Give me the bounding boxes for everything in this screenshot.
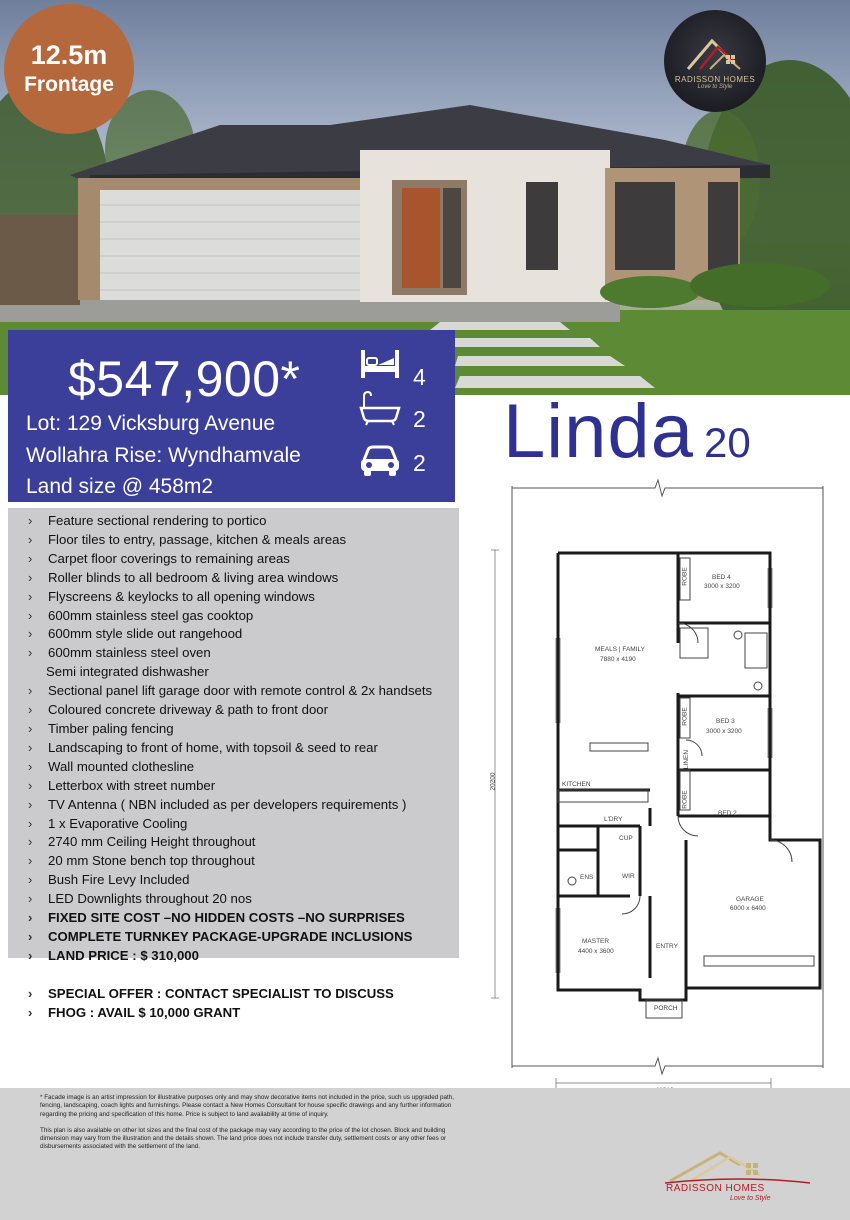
- feature-item: [28, 909, 468, 928]
- room-garage-size: 6000 x 6400: [730, 905, 766, 912]
- price: $547,900*: [68, 351, 301, 407]
- depth-dimension: 20200: [489, 772, 497, 791]
- brand-name: RADISSON HOMES: [674, 74, 756, 84]
- room-bed3-size: 3000 x 3200: [706, 728, 742, 735]
- feature-text: Letterbox with street number: [48, 777, 216, 793]
- feature-item: [28, 890, 468, 909]
- chevron-right-icon: ›: [28, 872, 33, 888]
- room-ens: ENS: [580, 874, 594, 881]
- chevron-right-icon: ›: [28, 626, 33, 642]
- land-size: Land size @ 458m2: [26, 475, 214, 498]
- feature-text: 2740 mm Ceiling Height throughout: [48, 834, 256, 850]
- feature-text: FHOG : AVAIL $ 10,000 GRANT: [48, 1004, 241, 1020]
- frontage-size: 12.5m: [30, 40, 108, 70]
- chevron-right-icon: ›: [28, 739, 33, 755]
- chevron-right-icon: ›: [28, 550, 33, 566]
- chevron-right-icon: ›: [28, 947, 33, 963]
- feature-item: [28, 758, 468, 777]
- chevron-right-icon: ›: [28, 815, 33, 831]
- feature-text: Flyscreens & keylocks to all opening windows: [48, 588, 315, 604]
- room-master: MASTER: [582, 938, 610, 945]
- room-meals-family-size: 7880 x 4190: [600, 656, 636, 663]
- bedroom-count: 4: [413, 364, 426, 390]
- feature-item: [28, 777, 468, 796]
- bed-icon: [358, 346, 402, 382]
- disclaimer-text: [40, 1094, 460, 1152]
- feature-text: TV Antenna ( NBN included as per developers requirements ): [48, 796, 407, 812]
- design-name: Linda: [503, 389, 694, 474]
- bath-icon: [358, 390, 402, 426]
- feature-text: Carpet floor coverings to remaining areas: [48, 550, 290, 566]
- feature-item: [28, 928, 468, 947]
- lot-address: Lot: 129 Vicksburg Avenue: [26, 412, 276, 435]
- room-robe-bed2: ROBE: [681, 790, 689, 809]
- feature-text: 600mm stainless steel gas cooktop: [48, 607, 254, 623]
- room-robe-bed4: ROBE: [681, 567, 689, 586]
- feature-text: Roller blinds to all bedroom & living area windows: [48, 569, 339, 585]
- feature-item: [28, 985, 468, 1004]
- feature-text: Timber paling fencing: [48, 720, 174, 736]
- feature-text: Bush Fire Levy Included: [48, 872, 190, 888]
- feature-item: [28, 569, 468, 588]
- feature-item: [28, 682, 468, 701]
- feature-text: Wall mounted clothesline: [48, 758, 195, 774]
- chevron-right-icon: ›: [28, 607, 33, 623]
- feature-item: [28, 644, 468, 663]
- chevron-right-icon: ›: [28, 588, 33, 604]
- chevron-right-icon: ›: [28, 758, 33, 774]
- garage-count: 2: [413, 450, 426, 476]
- features-list: [28, 512, 468, 1023]
- room-bed3: BED 3: [716, 718, 735, 725]
- room-cup: CUP: [619, 835, 633, 842]
- room-robe-bed3: ROBE: [681, 707, 689, 726]
- room-laundry: L'DRY: [604, 816, 623, 823]
- feature-text: 600mm stainless steel oven: [48, 645, 211, 661]
- feature-item: [28, 815, 468, 834]
- feature-item: [28, 663, 468, 682]
- chevron-right-icon: ›: [28, 702, 33, 718]
- brand-tagline-bottom: Love to Style: [730, 1195, 771, 1202]
- room-meals-family: MEALS | FAMILY: [595, 646, 645, 653]
- chevron-right-icon: ›: [28, 891, 33, 907]
- room-garage: GARAGE: [736, 896, 764, 903]
- chevron-right-icon: ›: [28, 645, 33, 661]
- chevron-right-icon: ›: [28, 853, 33, 869]
- feature-item: [28, 550, 468, 569]
- chevron-right-icon: ›: [28, 796, 33, 812]
- chevron-right-icon: ›: [28, 720, 33, 736]
- feature-item: [28, 512, 468, 531]
- feature-text: 1 x Evaporative Cooling: [48, 815, 188, 831]
- feature-text: LAND PRICE : $ 310,000: [48, 947, 199, 963]
- bathroom-count: 2: [413, 406, 426, 432]
- chevron-right-icon: ›: [28, 683, 33, 699]
- feature-item: [28, 607, 468, 626]
- feature-item: [28, 701, 468, 720]
- feature-text: Landscaping to front of home, with topsoil & seed to rear: [48, 739, 378, 755]
- feature-item: [28, 739, 468, 758]
- room-porch: PORCH: [654, 1005, 678, 1012]
- feature-text: COMPLETE TURNKEY PACKAGE-UPGRADE INCLUSIONS: [48, 928, 413, 944]
- brand-logo-top: [664, 10, 766, 112]
- feature-item: [28, 1004, 468, 1023]
- feature-item: [28, 796, 468, 815]
- chevron-right-icon: ›: [28, 777, 33, 793]
- feature-item: [28, 588, 468, 607]
- chevron-right-icon: ›: [28, 513, 33, 528]
- frontage-badge: [4, 4, 134, 134]
- room-bed4-size: 3000 x 3200: [704, 583, 740, 590]
- room-master-size: 4400 x 3600: [578, 948, 614, 955]
- feature-item: [28, 625, 468, 644]
- feature-item: [28, 947, 468, 966]
- disclaimer-paragraph-2: This plan is also available on other lot sizes and the final cost of the package may vary according to the price of the lot chosen. Block and building dimension may vary from the illustration and the details shown. The land price does not include transfer duty, settlement costs or any other fees or disbursements associated with the settlement of the land.: [40, 1126, 447, 1151]
- room-kitchen: KITCHEN: [562, 781, 591, 788]
- chevron-right-icon: ›: [28, 1004, 33, 1020]
- price-panel: [8, 330, 455, 502]
- feature-item: [28, 720, 468, 739]
- brand-name-bottom: RADISSON HOMES: [666, 1183, 765, 1194]
- room-bed4: BED 4: [712, 574, 731, 581]
- brand-logo-bottom: [660, 1145, 820, 1213]
- car-icon: [358, 442, 402, 478]
- feature-text: 20 mm Stone bench top throughout: [48, 853, 255, 869]
- brand-tagline: Love to Style: [697, 83, 733, 90]
- feature-text: LED Downlights throughout 20 nos: [48, 891, 252, 907]
- feature-text: Coloured concrete driveway & path to front door: [48, 702, 329, 718]
- chevron-right-icon: ›: [28, 569, 33, 585]
- feature-text: Sectional panel lift garage door with remote control & 2x handsets: [48, 683, 433, 699]
- feature-text: Semi integrated dishwasher: [46, 664, 209, 680]
- chevron-right-icon: ›: [28, 985, 33, 1001]
- feature-text: FIXED SITE COST –NO HIDDEN COSTS –NO SURPRISES: [48, 910, 405, 926]
- feature-text: SPECIAL OFFER : CONTACT SPECIALIST TO DISCUSS: [48, 985, 394, 1001]
- house-logo-icon: [660, 1145, 820, 1185]
- feature-text: 600mm style slide out rangehood: [48, 626, 243, 642]
- frontage-label: Frontage: [24, 73, 114, 96]
- feature-item: [28, 871, 468, 890]
- chevron-right-icon: ›: [28, 910, 33, 926]
- room-wir: WIR: [622, 873, 635, 880]
- design-number: 20: [703, 419, 751, 466]
- chevron-right-icon: ›: [28, 834, 33, 850]
- feature-item: [28, 833, 468, 852]
- room-bed2: BED 2: [718, 810, 737, 817]
- feature-text: Floor tiles to entry, passage, kitchen & meals areas: [48, 531, 347, 547]
- feature-text: Feature sectional rendering to portico: [48, 513, 267, 528]
- chevron-right-icon: ›: [28, 928, 33, 944]
- room-linen: LINEN: [683, 749, 691, 770]
- floor-plan: [490, 478, 835, 1098]
- estate-name: Wollahra Rise: Wyndhamvale: [26, 444, 301, 467]
- feature-item: [28, 531, 468, 550]
- chevron-right-icon: ›: [28, 531, 33, 547]
- room-entry: ENTRY: [656, 943, 678, 950]
- feature-item: [28, 852, 468, 871]
- disclaimer-paragraph-1: * Facade image is an artist impression for illustrative purposes only and may show decorative items not included in the price, such us upgraded path, fencing, landscaping, coach lights and furnishings. Please contact a New Homes Consultant for house specific drawings and any further information regarding the pricing and specification of this home. Price is subject to land availability at time of inquiry.: [40, 1094, 455, 1118]
- design-title: [503, 388, 751, 475]
- house-logo-icon: [680, 33, 750, 73]
